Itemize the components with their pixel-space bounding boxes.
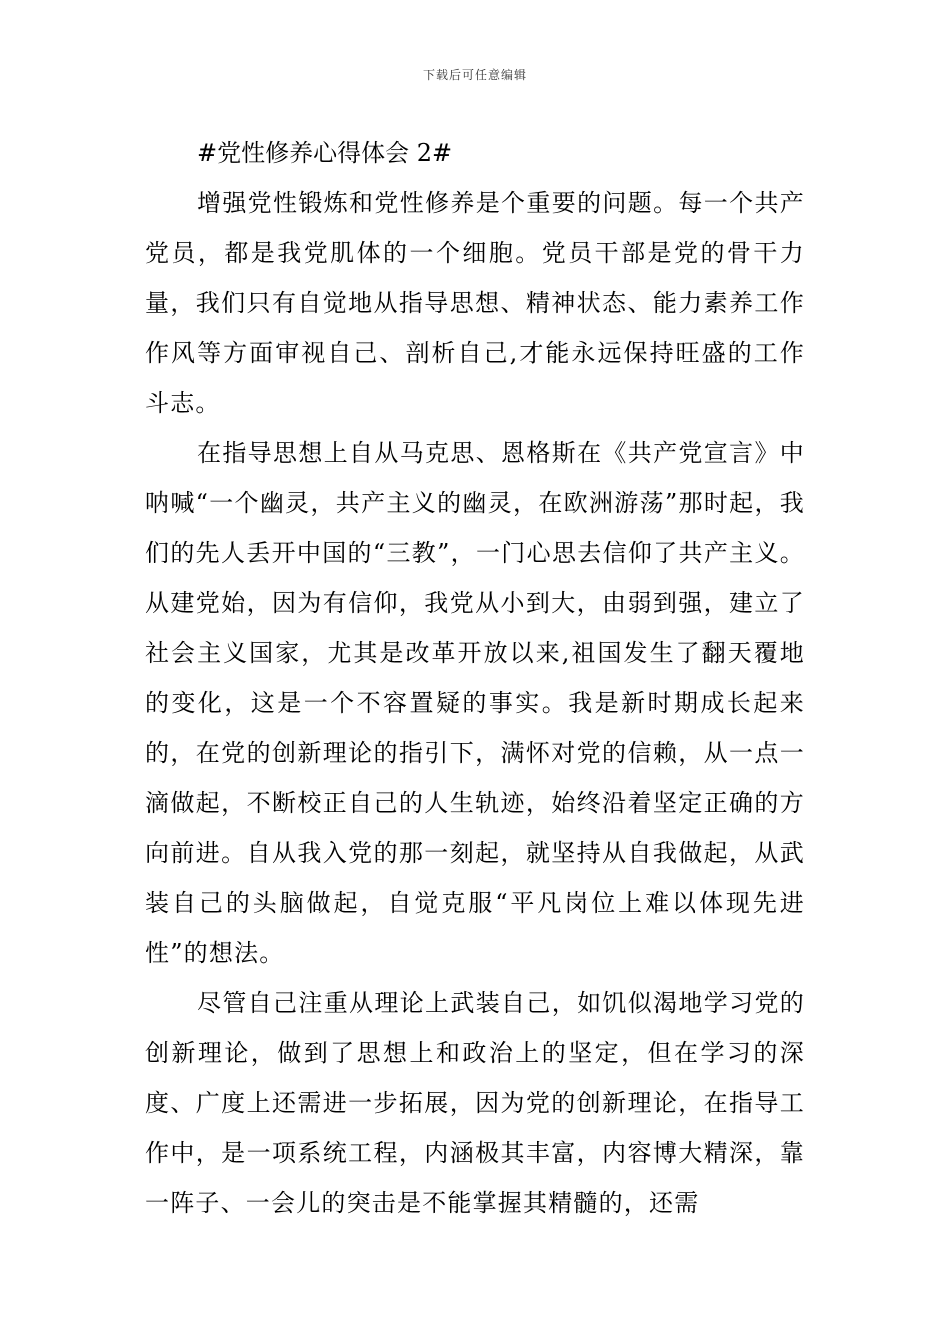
document-body xyxy=(145,128,805,1228)
header-note: 下载后可任意编辑 xyxy=(422,68,527,82)
paragraph-2: 在指导思想上自从马克思、恩格斯在《共产党宣言》中呐喊“一个幽灵，共产主义的幽灵，在欧洲游荡”那时起，我们的先人丢开中国的“三教”，一门心思去信仰了共产主义。从建党始，因为有信仰，我党从小到大，由弱到强，建立了社会主义国家，尤其是改革开放以来,祖国发生了翻天覆地的变化，这是一个不容置疑的事实。我是新时期成长起来的，在党的创新理论的指引下，满怀对党的信赖，从一点一滴做起，不断校正自己的人生轨迹，始终沿着坚定正确的方向前进。自从我入党的那一刻起，就坚持从自我做起，从武装自己的头脑做起，自觉克服“平凡岗位上难以体现先进性”的想法。 xyxy=(145,439,805,967)
paragraph-1: 增强党性锻炼和党性修养是个重要的问题。每一个共产党员，都是我党肌体的一个细胞。党员干部是党的骨干力量，我们只有自觉地从指导思想、精神状态、能力素养工作作风等方面审视自己、剖析自己,才能永远保持旺盛的工作斗志。 xyxy=(145,189,805,417)
paragraph-3: 尽管自己注重从理论上武装自己，如饥似渴地学习党的创新理论，做到了思想上和政治上的坚定，但在学习的深度、广度上还需进一步拓展，因为党的创新理论，在指导工作中，是一项系统工程，内涵极其丰富，内容博大精深，靠一阵子、一会儿的突击是不能掌握其精髓的，还需 xyxy=(145,989,805,1217)
document-title: #党性修养心得体会 2# xyxy=(197,139,453,167)
